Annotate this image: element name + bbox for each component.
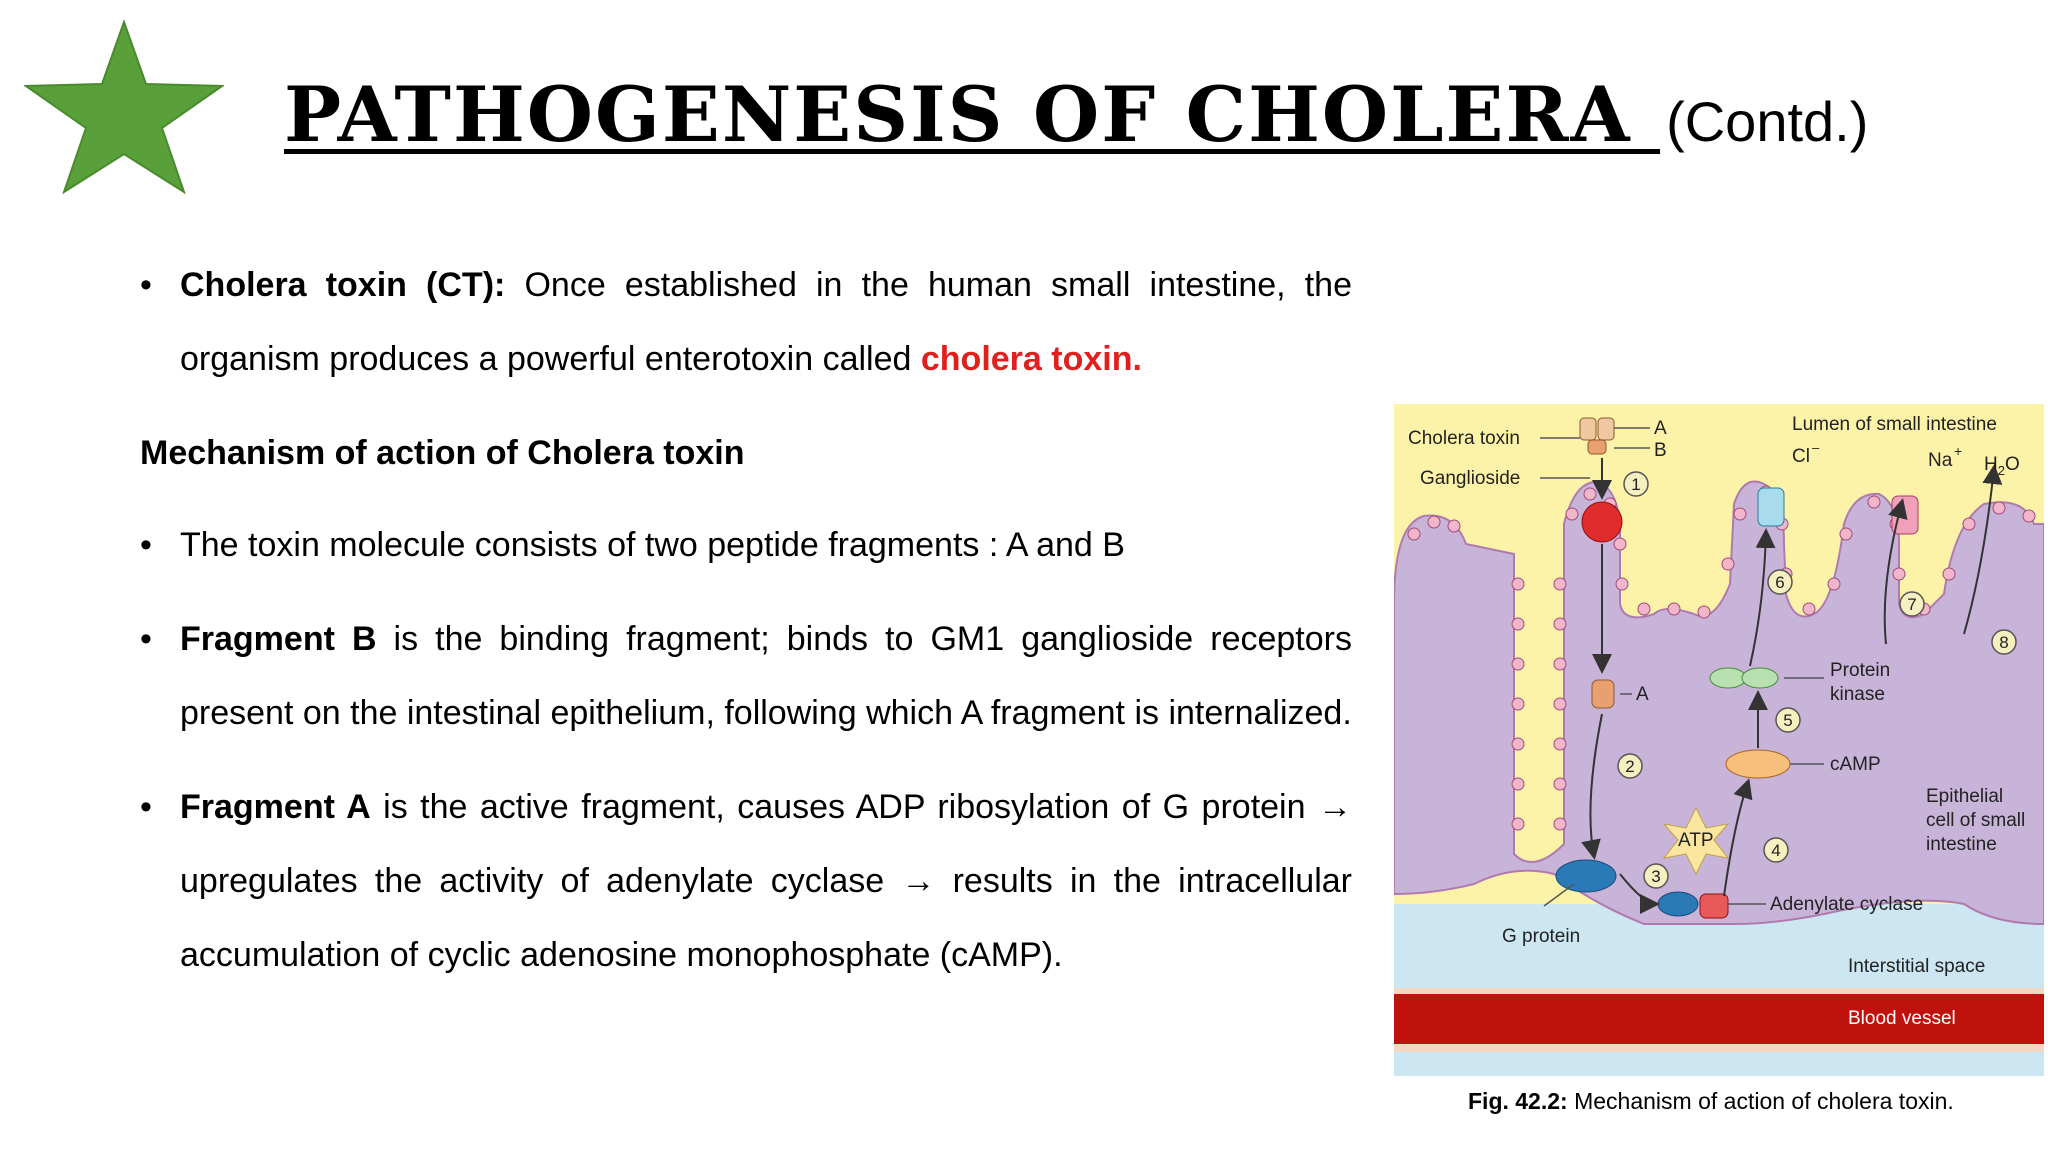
label-na: Na [1928,450,1953,471]
label-g-protein: G protein [1502,926,1581,947]
label-blood-vessel: Blood vessel [1848,1008,1956,1029]
label-cholera-toxin: Cholera toxin [1408,428,1520,449]
intro-highlight: cholera toxin. [920,340,1142,378]
label-ganglioside: Ganglioside [1420,468,1521,489]
svg-text:–: – [1812,440,1820,455]
bullet-peptide-fragments [140,508,1352,582]
step-7: 7 [1907,595,1917,614]
title-suffix: (Contd.) [1666,90,1869,153]
bullet-2-term: Fragment B [180,620,377,658]
label-protein: Protein [1830,660,1891,681]
step-4: 4 [1771,841,1781,860]
label-epithelial-2: cell of small [1926,810,2026,831]
content-body [140,248,1352,1012]
figure-caption [1468,1088,1954,1115]
step-5: 5 [1783,711,1793,730]
label-a: A [1654,418,1667,439]
intro-text: Once established in the human small intestine, the organism produces a powerful enterotoxin called [180,266,1352,378]
label-kinase: kinase [1830,684,1885,705]
bullet-3-text: is the active fragment, causes ADP ribosylation of G protein → upregulates the activity of adenylate cyclase → results in the intracellular accumulation of cyclic adenosine monophosphate (cAMP). [180,788,1352,974]
label-h2o-o: O [2004,454,2020,475]
intro-term: Cholera toxin (CT): [180,266,506,304]
label-h2o-2: 2 [1997,463,2005,478]
svg-text:+: + [1954,443,1963,459]
label-epithelial-3: intestine [1926,834,1997,855]
label-a-fragment: A [1636,684,1649,705]
label-lumen: Lumen of small intestine [1792,414,1997,435]
step-2: 2 [1625,757,1635,776]
cholera-toxin-diagram [1394,404,2044,1076]
label-cl: Cl [1792,446,1810,467]
label-interstitial: Interstitial space [1848,956,1986,977]
label-adenylate-cyclase: Adenylate cyclase [1770,894,1924,915]
label-camp: cAMP [1830,754,1881,775]
label-atp: ATP [1678,830,1714,851]
bullet-1-text: The toxin molecule consists of two peptide fragments : A and B [180,526,1125,564]
step-1: 1 [1631,475,1641,494]
bullet-intro [140,248,1352,396]
section-heading: Mechanism of action of Cholera toxin [140,434,745,472]
bullet-fragment-a [140,770,1352,992]
step-8: 8 [1999,633,2009,652]
step-3: 3 [1651,867,1661,886]
bullet-fragment-b [140,602,1352,750]
label-epithelial-1: Epithelial [1926,786,2004,807]
caption-text: Mechanism of action of cholera toxin. [1567,1088,1954,1114]
page-title [284,70,1868,159]
step-6: 6 [1775,573,1785,592]
bullet-2-text: is the binding fragment; binds to GM1 ganglioside receptors present on the intestinal epithelium, following which A fragment is internalized. [180,620,1352,732]
label-b: B [1654,440,1667,461]
star-icon [24,20,224,196]
title-main: PATHOGENESIS OF CHOLERA [284,70,1661,159]
caption-label: Fig. 42.2: [1468,1088,1568,1114]
bullet-3-term: Fragment A [180,788,371,826]
label-h2o-h: H [1984,454,1998,475]
